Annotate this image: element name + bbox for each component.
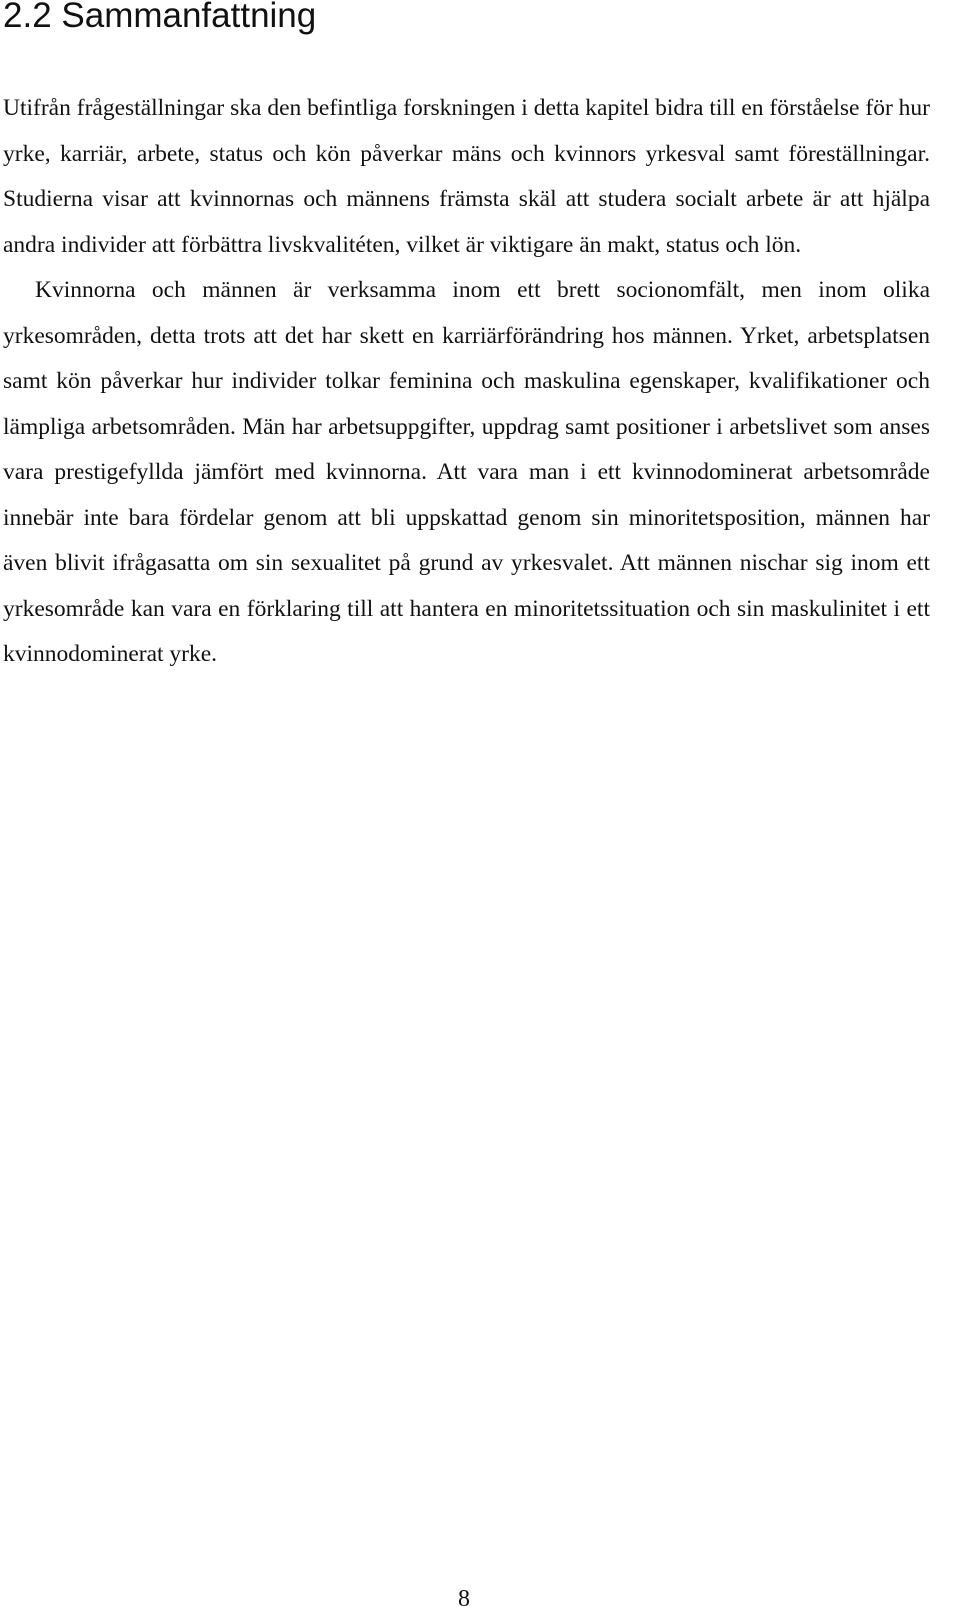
paragraph-summary-intro: Utifrån frågeställningar ska den befintliga forskningen i detta kapitel bidra till en förståelse för hur yrke, karriär, arbete, status och kön påverkar mäns och kvinnors yrkesval samt föreställningar. Studierna visar att kvinnornas och männens främsta skäl att studera socialt arbete är att hjälpa andra individer att förbättra livskvalitéten, vilket är viktigare än makt, status och lön. xyxy=(3,95,930,258)
body-text xyxy=(3,86,930,678)
page-number: 8 xyxy=(458,1586,470,1612)
section-heading: 2.2 Sammanfattning xyxy=(3,0,317,35)
paragraph-summary-findings: Kvinnorna och männen är verksamma inom ett brett socionomfält, men inom olika yrkesområden, detta trots att det har skett en karriärförändring hos männen. Yrket, arbetsplatsen samt kön påverkar hur individer tolkar feminina och maskulina egenskaper, kvalifikationer och lämpliga arbetsområden. Män har arbetsuppgifter, uppdrag samt positioner i arbetslivet som anses vara prestigefyllda jämfört med kvinnorna. Att vara man i ett kvinnodominerat arbetsområde innebär inte bara fördelar genom att bli uppskattad genom sin minoritetsposition, männen har även blivit ifrågasatta om sin sexualitet på grund av yrkesvalet. Att männen nischar sig inom ett yrkesområde kan vara en förklaring till att hantera en minoritetssituation och sin maskulinitet i ett kvinnodominerat yrke. xyxy=(3,277,930,667)
